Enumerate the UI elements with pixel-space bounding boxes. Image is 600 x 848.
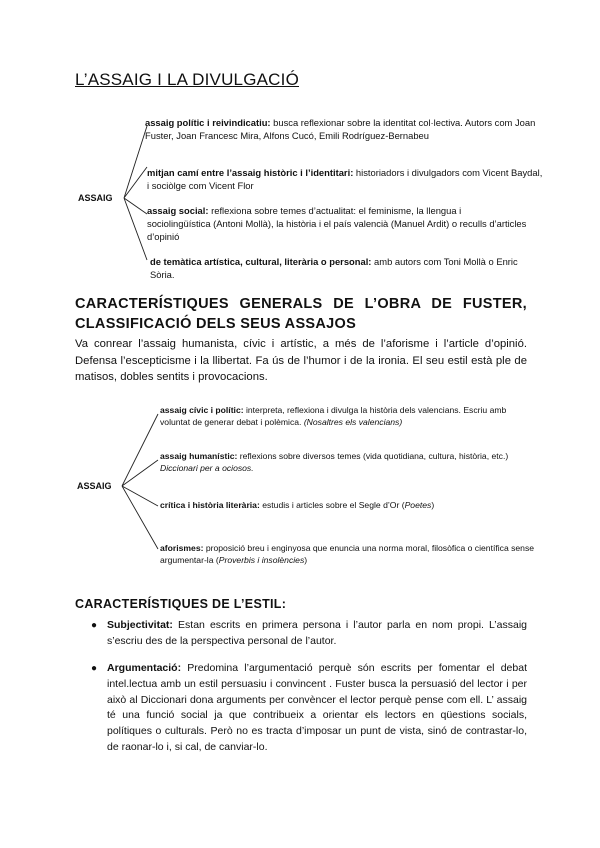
diagram1-root: ASSAIG bbox=[78, 193, 113, 203]
diagram2-item: crítica i història literària: estudis i articles sobre el Segle d’Or (Poetes) bbox=[160, 500, 435, 510]
page-title: L’ASSAIG I LA DIVULGACIÓ bbox=[75, 70, 299, 89]
section2-heading: CARACTERÍSTIQUES GENERALS DE L’OBRA DE FUSTER, CLASSIFICACIÓ DELS SEUS ASSAJOS bbox=[75, 296, 527, 332]
diagram1-item: de temàtica artística, cultural, literària o personal: amb autors com Toni Mollà o Enric Sòria. bbox=[150, 256, 518, 280]
diagram1-item: mitjan camí entre l’assaig històric i l’identitari: historiadors i divulgadors com Vicent Baydal, i sociòlge com Vicent Flor bbox=[147, 167, 543, 191]
section2-paragraph: Va conrear l’assaig humanista, cívic i artístic, a més de l’aforisme i l’article d’opinió. Defensa l’escepticisme i la llibertat. Fa ús de l’humor i de la ironia. El seu estil està ple de matisos, dobles sentits i provocacions. bbox=[75, 338, 527, 383]
diagram2-item: assaig humanístic: reflexions sobre diversos temes (vida quotidiana, cultura, història, etc.) Diccionari per a ociosos. bbox=[160, 451, 509, 473]
diagram1-item: assaig social: reflexiona sobre temes d’actualitat: el feminisme, la llengua i sociolingüística (Antoni Mollà), la història i el país valencià (Manuel Ardit) o reculls d’articles d’opinió bbox=[147, 205, 527, 242]
diagram2-item: aforismes: proposició breu i enginyosa que enuncia una norma moral, filosòfica o científica sense argumentar-la (Proverbis i insolències) bbox=[160, 543, 535, 565]
diagram2-item: assaig cívic i polític: interpreta, reflexiona i divulga la història dels valencians. Escriu amb voluntat de generar debat i polèmica. (Nosaltres els valencians) bbox=[160, 405, 507, 427]
section3-heading: CARACTERÍSTIQUES DE L’ESTIL: bbox=[75, 597, 287, 611]
bullet-item-subjectivitat: Subjectivitat: Estan escrits en primera persona i l’autor parla en nom propi. L’assaig s’escriu des de la perspectiva personal de l’autor. bbox=[107, 619, 527, 647]
bullet-icon: ● bbox=[91, 620, 98, 631]
bullet-icon: ● bbox=[91, 663, 98, 674]
diagram1-item: assaig polític i reivindicatiu: busca reflexionar sobre la identitat col·lectiva. Autors com Joan Fuster, Joan Francesc Mira, Alfons Cucó, Emili Rodríguez-Bernabeu bbox=[145, 117, 536, 141]
diagram2-root: ASSAIG bbox=[77, 481, 112, 491]
bullet-item-argumentacio: Argumentació: Predomina l’argumentació perquè són escrits per fomentar el debat intel.lectua amb un estil persuasiu i convincent . Fuster busca la persuasió del lector i per això al Diccionari dona arguments per convèncer el lector perquè pense com ell. L’ assaig té una funció social ja que contribueix a orientar els lectors en qüestions socials, polítiques o culturals. Però no es tracta d’imposar un punt de vista, sinó de contrastar-lo, de raonar-lo i, si cal, de canviar-lo. bbox=[107, 662, 527, 753]
